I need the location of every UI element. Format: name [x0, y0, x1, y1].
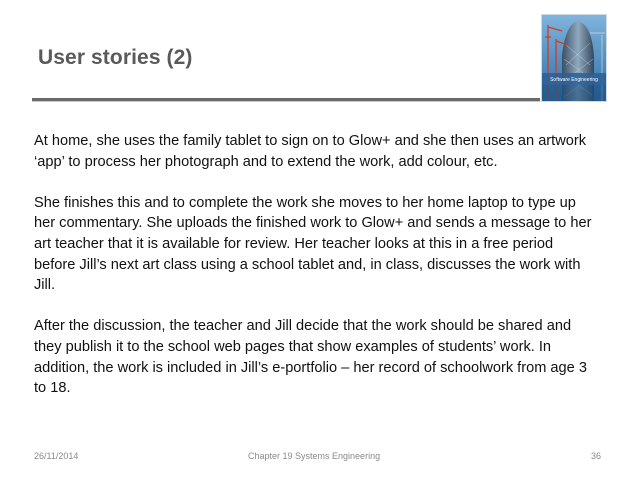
title-divider-shadow: [32, 101, 540, 102]
footer-chapter: Chapter 19 Systems Engineering: [248, 451, 381, 461]
paragraph-3: After the discussion, the teacher and Jill decide that the work should be shared and they publish it to the school web pages that show examples of students’ work. In addition, the work is included in Jill’s e-portfolio – her record of schoolwork from age 3 to 18.: [34, 318, 587, 397]
paragraph-1: At home, she uses the family tablet to sign on to Glow+ and she then uses an artwork ‘app’ to process her photograph and to extend the work, add colour, etc.: [34, 133, 587, 170]
book-cover-caption: Software Engineering: [550, 77, 598, 83]
slide-title: User stories (2): [38, 46, 193, 69]
slide-body: [34, 131, 594, 419]
paragraph-2: She finishes this and to complete the work she moves to her home laptop to type up her commentary. She uploads the finished work to Glow+ and sends a message to her art teacher that it is available for review. Her teacher looks at this in a free period before Jill’s next art class using a school tablet and, in class, discusses the work with Jill.: [34, 194, 592, 294]
book-cover-art: [542, 15, 606, 101]
book-cover-image: [541, 14, 607, 102]
footer-page-number: 36: [591, 451, 602, 461]
footer-date: 26/11/2014: [34, 451, 79, 461]
